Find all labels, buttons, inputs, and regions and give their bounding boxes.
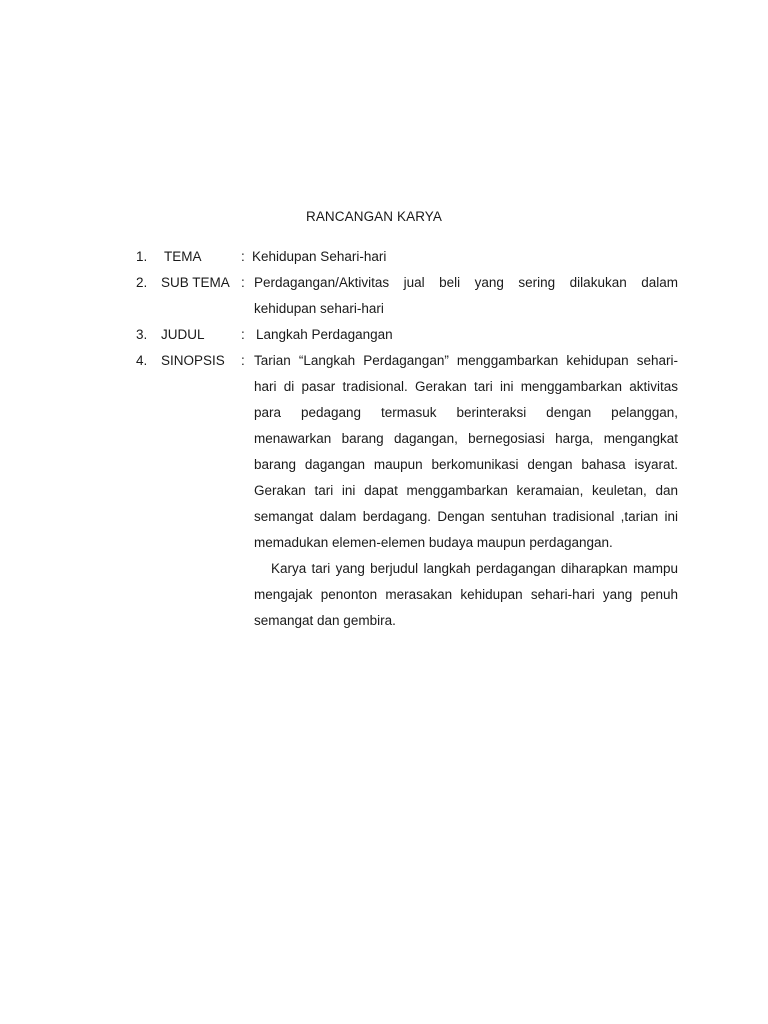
item-number: 1. (136, 249, 148, 264)
item-value (254, 270, 678, 322)
item-value: Langkah Perdagangan (256, 327, 393, 342)
item-value (254, 348, 678, 634)
item-number: 2. (136, 275, 148, 290)
item-label: TEMA (164, 249, 202, 264)
item-separator: : (241, 353, 245, 368)
list-item-judul (136, 322, 678, 348)
list-item-sinopsis (136, 348, 678, 628)
item-value: Kehidupan Sehari-hari (252, 249, 387, 264)
item-value-text: Perdagangan/Aktivitas jual beli yang sering dilakukan dalam kehidupan sehari-hari (254, 275, 678, 316)
sinopsis-paragraph-2: Karya tari yang berjudul langkah perdagangan diharapkan mampu mengajak penonton merasakan kehidupan sehari-hari yang penuh semangat dan gembira. (254, 561, 678, 628)
item-separator: : (241, 327, 245, 342)
item-separator: : (241, 275, 245, 290)
sinopsis-paragraph-1: Tarian “Langkah Perdagangan” menggambarkan kehidupan sehari-hari di pasar tradisional. Gerakan tari ini menggambarkan aktivitas para pedagang termasuk berinteraksi dengan pelanggan, menawarkan barang dagangan, bernegosiasi harga, mengangkat barang dagangan maupun berkomunikasi dengan bahasa isyarat. Gerakan tari ini dapat menggambarkan keramaian, keuletan, dan semangat dalam berdagang. Dengan sentuhan tradisional ,tarian ini memadukan elemen-elemen budaya maupun perdagangan. (254, 353, 678, 550)
item-label: SINOPSIS (161, 353, 225, 368)
item-label: JUDUL (161, 327, 205, 342)
item-separator: : (241, 249, 245, 264)
document-title: RANCANGAN KARYA (305, 209, 443, 224)
item-number: 3. (136, 327, 148, 342)
item-number: 4. (136, 353, 148, 368)
list-item-sub-tema (136, 270, 678, 322)
list-item-tema (136, 244, 678, 270)
item-label: SUB TEMA (161, 275, 230, 290)
